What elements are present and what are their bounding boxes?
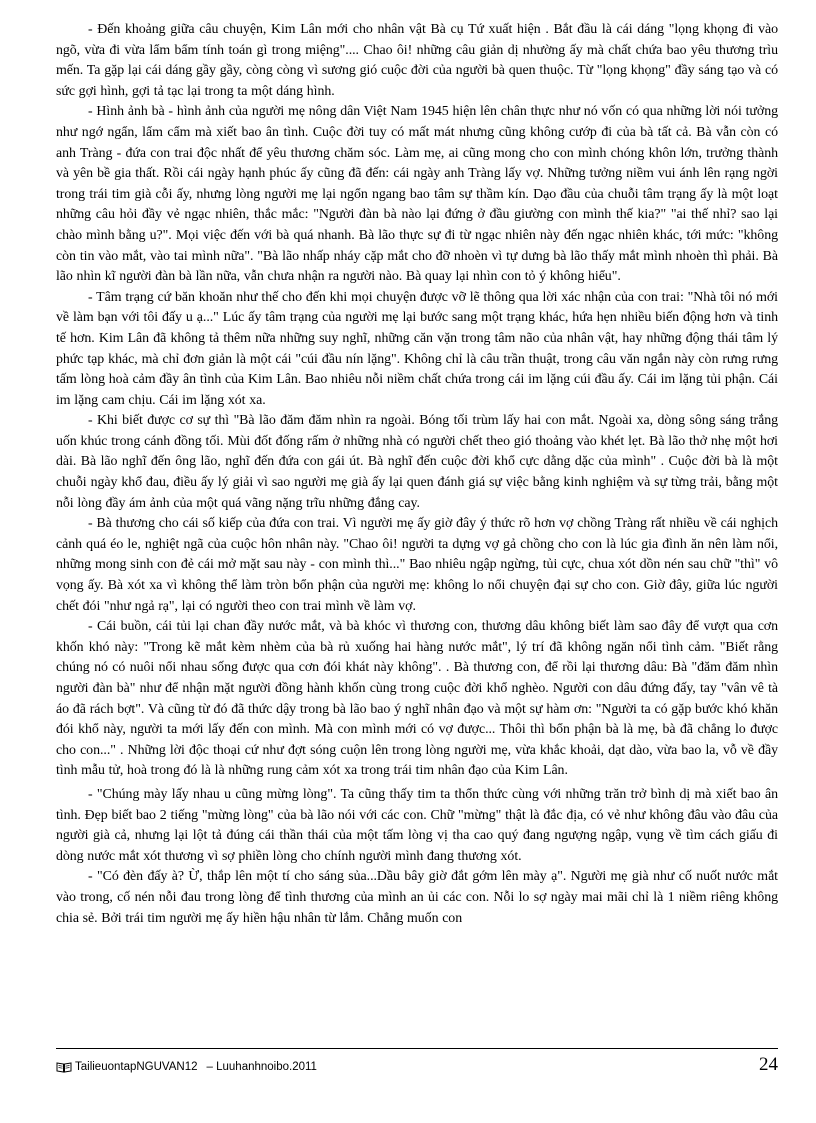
- paragraph-7: - "Chúng mày lấy nhau u cũng mừng lòng". Ta cũng thấy tim ta thổn thức cùng với những trăn trở bình dị mà xiết bao ân tình. Đẹp biết bao 2 tiếng "mừng lòng" của bà lão nói với các con. Chữ "mừng" thật là đắc địa, có vẻ như không đâu vào đâu của người già cả, nhưng lại lột tả đúng cái thần thái của một tấm lòng vị tha cao quý đang ngượng ngập, vụng về tìm cách giấu đi dòng nước mắt xót thương vì sợ phiền lòng cho chính người mình đang thương xót.: [56, 786, 778, 864]
- document-page: [56, 20, 778, 929]
- paragraph-6: - Cái buồn, cái tủi lại chan đầy nước mắt, và bà khóc vì thương con, thương dâu không biết làm sao đây để vượt qua cơn khốn khó này: "Trong kẽ mắt kèm nhèm của bà rủ xuống hai hàng nước mắt", lý trí đã không ngăn nổi tình cảm. "Biết rằng chúng nó có nuôi nổi nhau sống được qua cơn đói khát này không". . Bà thương con, để rồi lại thương dâu: Bà "đăm đăm nhìn người đàn bà" như để nhận mặt người đồng hành khốn cùng trong cuộc đời khổ nghèo. Người con dâu đứng đấy, tay "vân vê tà áo đã rách bợt". Và cũng từ đó đã thức dậy trong bà lão bao ý nghĩ nhân đạo và một sự hàm ơn: "Người ta có gặp bước khó khăn đói khổ này, người ta mới lấy đến con mình. Mà con mình mới có vợ được... Thôi thì bổn phận bà là mẹ, bà đã chẳng lo được cho con..." . Những lời độc thoại cứ như đợt sóng cuộn lên trong lòng người mẹ, vừa khắc khoải, dạt dào, vừa bao la, vỗ về đầy tình mẫu tử, hoà trong đó là là những rung cảm xót xa trong trái tim nhân đạo của Kim Lân.: [56, 619, 778, 779]
- footer-note: – Luuhanhnoibo.2011: [206, 1061, 317, 1073]
- paragraph-3: - Tâm trạng cứ băn khoăn như thế cho đến khi mọi chuyện được vỡ lẽ thông qua lời xác nhận của con trai: "Nhà tôi nó mới về làm bạn với tôi đấy u ạ..." Lúc ấy tâm trạng của người mẹ lại bước sang một trạng khác, hứa hẹn nhiều biến động hơn và tinh tế hơn. Kim Lân đã không tả thêm nữa những suy nghĩ, những căn vặn trong tâm não của nhân vật, hay những động thái tâm lý phức tạp khác, mà chỉ đơn giản là một cái "cúi đầu nín lặng". Không chỉ là câu trần thuật, trong câu văn ngắn này còn rưng rưng tấm lòng hoà cảm đầy ân tình của Kim Lân. Bao nhiêu nỗi niềm chất chứa trong cái im lặng cúi đầu ấy. Cái im lặng tủi phận. Cái im lặng cam chịu. Cái im lặng xót xa.: [56, 289, 778, 408]
- paragraph-8: - "Có đèn đấy à? Ừ, thắp lên một tí cho sáng sủa...Dầu bây giờ đắt gớm lên mày ạ". Người mẹ già như cố nuốt nước mắt vào trong, cố nén nỗi đau trong lòng để tình thương của mình an ủi các con. Nỗi lo sợ ngày mai mãi chỉ là 1 niềm riêng không chia sẻ. Bởi trái tim người mẹ ấy hiền hậu nhân từ lắm. Chẳng muốn con: [56, 869, 778, 926]
- paragraph-4: - Khi biết được cơ sự thì "Bà lão đăm đăm nhìn ra ngoài. Bóng tối trùm lấy hai con mắt. Ngoài xa, dòng sông sáng trắng uốn khúc trong cánh đồng tối. Mùi đốt đống rấm ở những nhà có người chết theo gió thoảng vào khét lẹt. Bà lão thở nhẹ một hơi dài. Bà lão nghĩ đến ông lão, nghĩ đến đứa con gái út. Bà nghĩ đến cuộc đời khổ cực dằng dặc của mình" . Cuộc đời bà là một chuỗi ngày khổ đau, điều ấy lý giải vì sao người mẹ già ấy lại quen đánh giá sự việc bằng kinh nghiệm và sự từng trải, bằng một nỗi lòng đầy ám ảnh của một quá vãng nặng trĩu những đắng cay.: [56, 413, 778, 511]
- paragraph-5: - Bà thương cho cái số kiếp của đứa con trai. Vì người mẹ ấy giờ đây ý thức rõ hơn vợ chồng Tràng rất nhiều về cái nghịch cảnh quá éo le, nghiệt ngã của cuộc hôn nhân này. "Chao ôi! người ta dựng vợ gả chồng cho con là lúc gia đình ăn nên làm nổi, những mong sinh con đẻ cái mở mặt sau này - con mình thì..." Bao nhiêu ngập ngừng, tủi cực, chua xót dồn nén sau chữ "thì" vô vọng ấy. Bà xót xa vì không thể làm tròn bổn phận của người mẹ: không lo nổi chuyện đại sự cho con. Giờ đây, giữa lúc người chết đói "như ngả rạ", lại có người theo con trai mình về làm vợ.: [56, 516, 778, 614]
- footer-source: [56, 1061, 317, 1073]
- paragraph-1: - Đến khoảng giữa câu chuyện, Kim Lân mới cho nhân vật Bà cụ Tứ xuất hiện . Bắt đầu là cái dáng "lọng khọng đi vào ngõ, vừa đi vừa lẩm bẩm tính toán gì trong miệng".... Chao ôi! những câu giản dị nhường ấy mà chất chứa bao yêu thương trìu mến. Ta gặp lại cái dáng gầy gầy, còng còng vì sương gió cuộc đời của người bà quen thuộc. Từ "lọng khọng" đầy sáng tạo và có sức gợi hình, gợi tả tạc lại trong ta một dáng hình.: [56, 22, 778, 99]
- footer-title: TailieuontapNGUVAN12: [75, 1061, 198, 1073]
- page-footer: [56, 1048, 778, 1088]
- paragraph-2: - Hình ảnh bà - hình ảnh của người mẹ nông dân Việt Nam 1945 hiện lên chân thực như nó vốn có qua những lời nói tưởng như ngớ ngẩn, lẩm cẩm mà xiết bao ân tình. Cuộc đời tuy có mất mát nhưng cũng không cướp đi của bà tất cả. Bà vẫn còn có anh Tràng - đứa con trai độc nhất để yêu thương chăm sóc. Làm mẹ, ai cũng mong cho con mình chóng khôn lớn, trưởng thành và yên bề gia thất. Rồi cái ngày hạnh phúc ấy cũng đã đến: cái ngày anh Tràng lấy vợ. Những tưởng niềm vui ánh lên rạng ngời trong trái tim già cỗi ấy, nhưng lòng người mẹ lại ngổn ngang bao tâm sự thầm kín. Dạo đầu của chuỗi tâm trạng ấy là một loạt những câu hỏi đầy vẻ ngạc nhiên, thắc mắc: "Người đàn bà nào lại đứng ở đầu giường con mình thế kia?" "ai thế nhỉ? sao lại chào mình bằng u?". Mọi việc đến với bà quá nhanh. Bà lão thực sự đi từ ngạc nhiên này đến ngạc nhiên khác, tới mức: "không còn tin vào mắt, vào tai mình nữa". "Bà lão nhấp nháy cặp mắt cho đỡ nhoèn vì tự dưng bà lão thấy mắt mình nhoèn thì phải. Bà lão nhìn kĩ người đàn bà lần nữa, vẫn chưa nhận ra người nào. Bà quay lại nhìn con tỏ ý không hiểu".: [56, 104, 778, 285]
- book-icon: [56, 1062, 72, 1073]
- page-number: 24: [759, 1054, 778, 1075]
- footer-divider: [56, 1048, 778, 1049]
